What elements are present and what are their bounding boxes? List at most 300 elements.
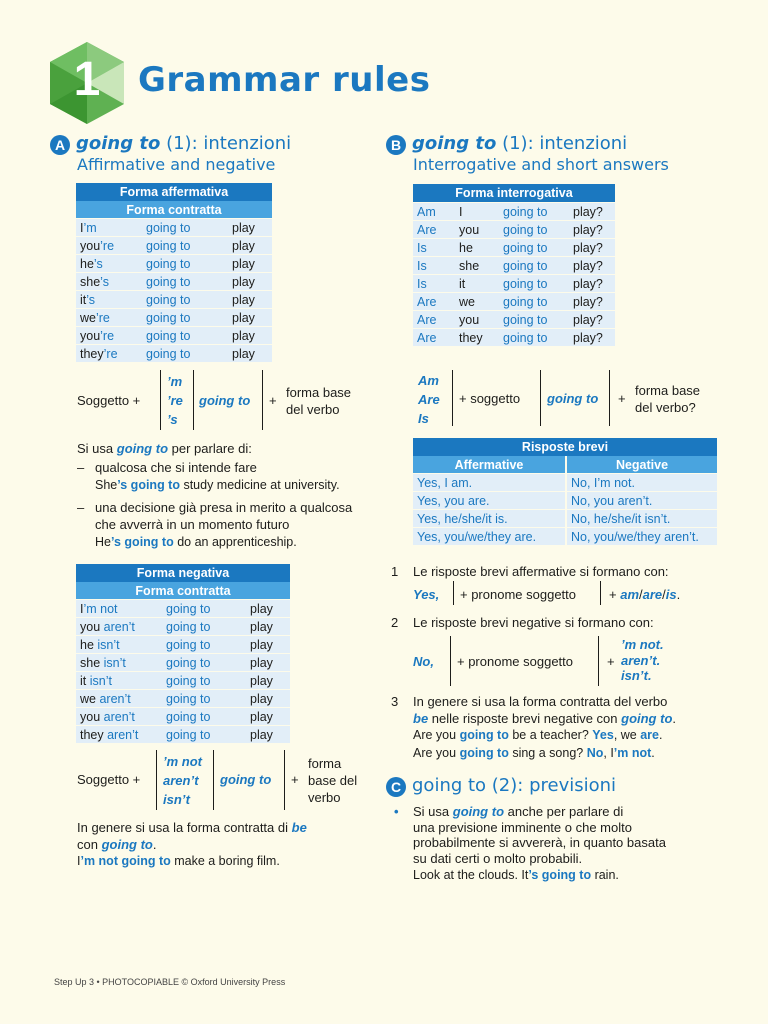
subject: I: [80, 601, 84, 616]
rule-1-text: Le risposte brevi affermative si formano con:: [413, 564, 669, 579]
text: rain.: [591, 868, 619, 882]
short-header: Risposte brevi: [413, 438, 717, 456]
form-m: ’m: [167, 374, 183, 389]
contraction: isn’t: [97, 637, 120, 652]
table-row: [413, 292, 615, 310]
verb-cell: play: [228, 290, 272, 308]
subject: we: [80, 691, 100, 706]
col-affermative: Affermative: [413, 456, 567, 473]
formula-int-plus: +: [618, 391, 626, 406]
table-row: [413, 202, 615, 220]
rule-2-no: No,: [413, 654, 434, 669]
going-to-cell: going to: [142, 254, 228, 272]
text-em: are.: [514, 529, 537, 544]
subject-cell: [76, 671, 162, 689]
formula-neg-plus: +: [291, 772, 299, 787]
base-line1: forma base: [635, 383, 701, 398]
table-row: [76, 236, 272, 254]
text: con: [77, 837, 102, 852]
contraction: ’s: [86, 292, 96, 307]
table-row: [76, 326, 272, 344]
text: In genere si usa la forma contratta del verbo: [413, 694, 668, 709]
text-em: is.: [495, 511, 508, 526]
negative-cell: [567, 527, 717, 545]
text-em: ’m not: [613, 746, 652, 760]
rule-3-example-2: [413, 745, 655, 762]
text: .: [651, 746, 655, 760]
text: He: [95, 535, 111, 549]
going-to-cell: going to: [142, 236, 228, 254]
text-em: Yes,: [413, 587, 440, 602]
text-em: be: [413, 711, 429, 726]
base-line2: base del: [308, 773, 358, 788]
going-to-cell: going to: [142, 344, 228, 362]
going-to-cell: going to: [162, 671, 246, 689]
verb-cell: play: [246, 707, 290, 725]
subject: she: [80, 274, 101, 289]
section-c-example: [413, 867, 619, 884]
subject-cell: [76, 707, 162, 725]
formula-int-forms: [418, 371, 440, 428]
formula-neg-going: going to: [220, 772, 272, 787]
verb-cell: play: [246, 599, 290, 617]
form-am: Am: [418, 373, 439, 388]
base-line1: forma base: [286, 385, 352, 400]
going-to-cell: going to: [142, 326, 228, 344]
section-c-text: [413, 804, 666, 866]
going-to-cell: going to: [499, 238, 569, 256]
usage-intro: [77, 440, 252, 457]
aux-cell: Are: [413, 310, 455, 328]
table-row: [76, 725, 290, 743]
subject: they: [80, 346, 104, 361]
verb-cell: play: [246, 725, 290, 743]
contract-example: [77, 853, 280, 870]
text: , we: [613, 728, 641, 742]
text: do an apprenticeship.: [173, 535, 297, 549]
text-em: am.: [451, 475, 473, 490]
subject: it: [80, 673, 90, 688]
usage-dash-2: –: [77, 500, 85, 515]
text: .: [672, 711, 677, 726]
subject-cell: you: [455, 220, 499, 238]
aux-cell: Are: [413, 328, 455, 346]
verb-cell: play: [246, 635, 290, 653]
section-b-badge: B: [386, 135, 406, 155]
table-row: [413, 527, 717, 545]
verb-cell: play?: [569, 310, 615, 328]
subject: it: [80, 292, 87, 307]
subject-cell: [76, 326, 142, 344]
going-to-cell: going to: [162, 689, 246, 707]
subject-cell: he: [455, 238, 499, 256]
section-b-title: [412, 133, 627, 154]
subject-cell: [76, 635, 162, 653]
going-to-cell: going to: [162, 617, 246, 635]
divider: [160, 370, 161, 430]
text-em: Yes: [592, 728, 614, 742]
divider: [284, 750, 285, 810]
subject-cell: [76, 599, 162, 617]
going-to-cell: going to: [162, 707, 246, 725]
affirmative-cell: [413, 491, 567, 509]
text: In genere si usa la forma contratta di: [77, 820, 292, 835]
text: una previsione imminente o che molto: [413, 819, 632, 835]
form-is: Is: [418, 411, 429, 426]
text: anche per parlare di: [504, 804, 624, 819]
text-em: going to: [621, 711, 673, 726]
text: +: [609, 587, 617, 602]
text-em: ’s going to: [117, 478, 180, 492]
subject-cell: [76, 617, 162, 635]
form-arent: aren’t: [163, 773, 199, 788]
text: /: [662, 587, 666, 602]
verb-cell: play: [228, 272, 272, 290]
aux-cell: Is: [413, 274, 455, 292]
table-row: [76, 671, 290, 689]
negative-table: [76, 564, 290, 743]
rule-1-number: 1: [391, 564, 399, 579]
table-row: [413, 310, 615, 328]
subject-cell: I: [455, 202, 499, 220]
section-b-title-italic: going to: [412, 133, 497, 154]
going-to-cell: going to: [162, 635, 246, 653]
verb-cell: play?: [569, 202, 615, 220]
usage-item-1: qualcosa che si intende fare: [95, 460, 257, 475]
contraction: aren’t: [107, 727, 139, 742]
text: .: [659, 728, 663, 742]
neg-subheader: Forma contratta: [76, 582, 290, 599]
text-em: am: [620, 587, 640, 602]
table-row: [76, 344, 272, 362]
text: Yes, you/we/they: [417, 529, 515, 544]
going-to-cell: going to: [499, 328, 569, 346]
text: Are you: [413, 728, 460, 742]
subject-cell: [76, 272, 142, 290]
text: Yes, I: [417, 475, 452, 490]
divider: [213, 750, 214, 810]
section-b-title-rest: (1): intenzioni: [496, 133, 628, 154]
table-row: [76, 308, 272, 326]
text-em: isn’t.: [644, 511, 671, 526]
divider: [156, 750, 157, 810]
verb-cell: play?: [569, 292, 615, 310]
formula-neg-forms: [163, 752, 202, 809]
aux-cell: Am: [413, 202, 455, 220]
table-row: [413, 220, 615, 238]
verb-cell: play: [228, 254, 272, 272]
aux-cell: Are: [413, 220, 455, 238]
contraction: isn’t: [89, 673, 112, 688]
contraction: isn’t: [103, 655, 126, 670]
verb-cell: play?: [569, 220, 615, 238]
unit-badge: [44, 40, 130, 126]
divider: [598, 636, 599, 686]
short-answers-table: [413, 438, 717, 545]
text-em: going to: [459, 746, 509, 760]
text: nelle risposte brevi negative con: [428, 711, 622, 726]
affirmative-cell: [413, 509, 567, 527]
contraction: ’m not: [83, 601, 118, 616]
text: She: [95, 478, 118, 492]
text: probabilmente si avvererà, in quanto basata: [413, 835, 666, 850]
verb-cell: play: [246, 653, 290, 671]
rule-1-mid: + pronome soggetto: [460, 587, 576, 602]
text: , I: [603, 746, 614, 760]
formula-aff-forms: [167, 372, 183, 429]
table-row: [76, 707, 290, 725]
subject-cell: you: [455, 310, 499, 328]
verb-cell: play: [228, 308, 272, 326]
text: una decisione già presa in merito a qualcosa: [95, 500, 353, 515]
going-to-cell: going to: [499, 256, 569, 274]
text-em: are: [642, 587, 663, 602]
form-are: Are: [418, 392, 440, 407]
text: Look at the clouds. It: [413, 868, 529, 882]
text: make a boring film.: [170, 854, 280, 868]
page-title: Grammar rules: [138, 60, 431, 100]
text: I: [77, 854, 81, 868]
rule-2-text: Le risposte brevi negative si formano con:: [413, 615, 654, 630]
text: .: [152, 837, 157, 852]
affirmative-table: [76, 183, 272, 362]
text: No, he/she/it: [571, 511, 645, 526]
text-em: No: [586, 746, 604, 760]
subject-cell: it: [455, 274, 499, 292]
subject-cell: she: [455, 256, 499, 274]
subject: I: [80, 220, 84, 235]
subject-cell: [76, 290, 142, 308]
contraction: ’m: [83, 220, 97, 235]
negative-cell: [567, 509, 717, 527]
divider: [450, 636, 451, 686]
text: Yes, he/she/it: [417, 511, 496, 526]
divider: [193, 370, 194, 430]
form-arent: aren’t.: [621, 652, 661, 668]
rule-2-forms: [621, 637, 664, 684]
form-s: ’s: [167, 412, 178, 427]
verb-cell: play: [228, 236, 272, 254]
contraction: ’re: [100, 328, 115, 343]
aux-cell: Are: [413, 292, 455, 310]
usage-example-1: [95, 477, 340, 494]
aff-header: Forma affermativa: [76, 183, 272, 201]
contraction: ’re: [103, 346, 118, 361]
formula-int-base: [635, 382, 700, 416]
text-em: ’s going to: [110, 535, 174, 549]
rule-3-number: 3: [391, 694, 399, 709]
table-row: [76, 635, 290, 653]
subject-cell: [76, 308, 142, 326]
text: su dati certi o molto probabili.: [413, 850, 583, 866]
table-row: [413, 509, 717, 527]
text-em: ’m not going to: [80, 854, 171, 868]
section-a-subtitle: Affirmative and negative: [77, 155, 276, 174]
section-c-title: going to (2): previsioni: [412, 775, 617, 796]
going-to-cell: going to: [499, 202, 569, 220]
table-row: [413, 328, 615, 346]
contraction: ’re: [95, 310, 110, 325]
subject-cell: [76, 218, 142, 236]
formula-neg-subject: Soggetto +: [77, 772, 141, 787]
text: Yes, you: [417, 493, 468, 508]
text: per parlare di:: [168, 441, 252, 456]
subject-cell: [76, 653, 162, 671]
negative-cell: [567, 473, 717, 491]
text-em: are.: [467, 493, 490, 508]
text-em: going to: [101, 837, 153, 852]
table-row: [76, 290, 272, 308]
verb-cell: play?: [569, 256, 615, 274]
subject-cell: [76, 344, 142, 362]
table-row: [413, 256, 615, 274]
table-row: [76, 254, 272, 272]
section-a-badge: A: [50, 135, 70, 155]
subject: you: [80, 709, 104, 724]
subject-cell: [76, 236, 142, 254]
contraction: aren’t: [103, 709, 135, 724]
base-line3: verbo: [308, 790, 341, 805]
formula-aff-plus: +: [269, 393, 277, 408]
form-re: ’re: [167, 393, 183, 408]
text-em: going to: [459, 728, 509, 742]
verb-cell: play?: [569, 274, 615, 292]
going-to-cell: going to: [142, 308, 228, 326]
section-a-title-italic: going to: [76, 133, 161, 154]
text: /: [639, 587, 643, 602]
subject: you: [80, 328, 101, 343]
text-em: ’s going to: [528, 868, 592, 882]
table-row: [413, 274, 615, 292]
text: Are you: [413, 746, 460, 760]
negative-cell: [567, 491, 717, 509]
rule-3-example-1: [413, 727, 663, 744]
going-to-cell: going to: [162, 599, 246, 617]
going-to-cell: going to: [142, 272, 228, 290]
text: No, I’m: [571, 475, 615, 490]
base-line2: del verbo: [286, 402, 340, 417]
neg-header: Forma negativa: [76, 564, 290, 582]
table-row: [76, 272, 272, 290]
section-c-bullet: •: [394, 804, 399, 819]
formula-aff-subject: Soggetto +: [77, 393, 141, 408]
subject-cell: [76, 689, 162, 707]
going-to-cell: going to: [142, 218, 228, 236]
subject: he: [80, 637, 98, 652]
rule-2-number: 2: [391, 615, 399, 630]
int-header: Forma interrogativa: [413, 184, 615, 202]
verb-cell: play?: [569, 238, 615, 256]
divider: [540, 370, 541, 426]
aux-cell: Is: [413, 238, 455, 256]
contract-note: [77, 819, 307, 853]
divider: [609, 370, 610, 426]
contraction: ’s: [93, 256, 103, 271]
going-to-cell: going to: [142, 290, 228, 308]
subject-cell: [76, 725, 162, 743]
table-row: [413, 473, 717, 491]
text: No, you: [571, 493, 618, 508]
rule-3-text: [413, 693, 676, 727]
text: No, you/we/they: [571, 529, 665, 544]
subject: you: [80, 619, 104, 634]
section-c-badge: C: [386, 777, 406, 797]
text-em: going to: [452, 804, 505, 819]
text: sing a song?: [508, 746, 587, 760]
text: study medicine at university.: [179, 478, 340, 492]
formula-aff-base: [286, 384, 351, 418]
subject-cell: [76, 254, 142, 272]
table-row: [413, 238, 615, 256]
affirmative-cell: [413, 473, 567, 491]
contraction: aren’t: [103, 619, 135, 634]
rule-2-plus: +: [607, 654, 615, 669]
form-isnt: isn’t: [163, 792, 190, 807]
usage-dash-1: –: [77, 460, 85, 475]
going-to-cell: going to: [499, 310, 569, 328]
form-m-not: ’m not.: [621, 637, 664, 652]
verb-cell: play?: [569, 328, 615, 346]
rule-1-end: [609, 586, 680, 603]
verb-cell: play: [246, 617, 290, 635]
footer: Step Up 3 • PHOTOCOPIABLE © Oxford University Press: [54, 977, 286, 987]
formula-aff-going: going to: [199, 393, 251, 408]
text-em: aren’t.: [617, 493, 653, 508]
verb-cell: play: [228, 326, 272, 344]
usage-example-2: [95, 534, 297, 551]
divider: [600, 581, 601, 605]
going-to-cell: going to: [162, 653, 246, 671]
base-line1: forma: [308, 756, 342, 771]
col-negative: Negative: [567, 456, 717, 473]
subject-cell: we: [455, 292, 499, 310]
interrogative-table: [413, 184, 615, 346]
table-row: [76, 653, 290, 671]
text-em: be: [291, 820, 307, 835]
rule-1-formula: [413, 586, 439, 603]
form-m-not: ’m not: [163, 754, 202, 769]
subject: you: [80, 238, 101, 253]
contraction: aren’t: [99, 691, 131, 706]
subject: she: [80, 655, 104, 670]
text: Si usa: [413, 804, 453, 819]
base-line2: del verbo?: [635, 400, 696, 415]
text-em: is: [665, 587, 677, 602]
form-isnt: isn’t.: [621, 668, 652, 683]
going-to-cell: going to: [499, 220, 569, 238]
formula-int-going: going to: [547, 391, 599, 406]
usage-item-2: [95, 499, 352, 533]
table-row: [76, 218, 272, 236]
going-to-cell: going to: [499, 292, 569, 310]
contraction: ’re: [100, 238, 115, 253]
contraction: ’s: [100, 274, 109, 289]
divider: [262, 370, 263, 430]
text: be a teacher?: [508, 728, 593, 742]
section-a-title: [76, 133, 291, 154]
text-em: aren’t.: [664, 529, 699, 544]
verb-cell: play: [228, 344, 272, 362]
table-row: [76, 617, 290, 635]
divider: [453, 581, 454, 605]
aux-cell: Is: [413, 256, 455, 274]
table-row: [76, 689, 290, 707]
text-em: are: [640, 728, 660, 742]
going-to-cell: going to: [499, 274, 569, 292]
text: Si usa: [77, 441, 117, 456]
text: che avverrà in un momento futuro: [95, 517, 290, 532]
text-em: going to: [116, 441, 169, 456]
